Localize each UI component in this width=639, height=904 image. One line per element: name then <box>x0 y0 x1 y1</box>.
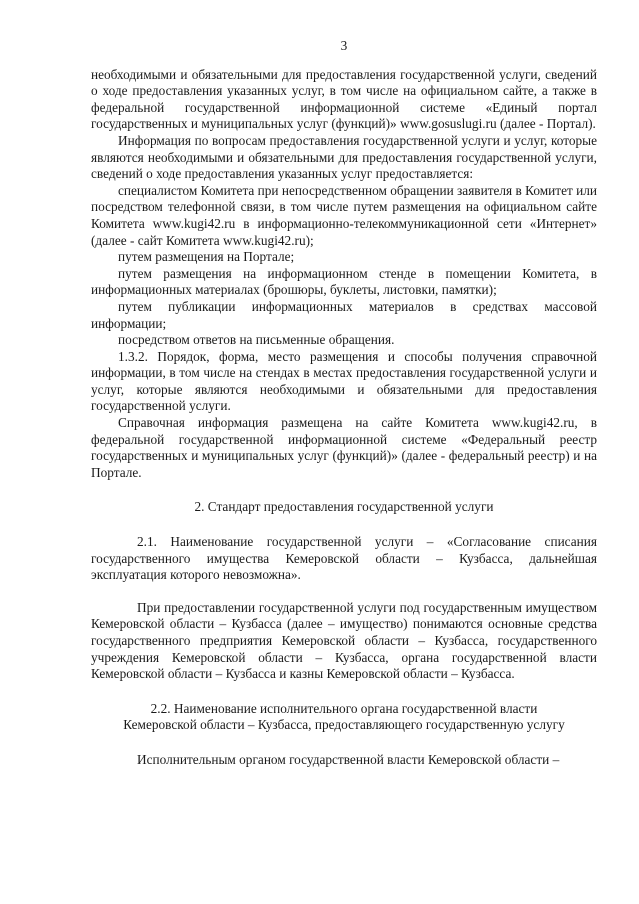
paragraph-property-definition: При предоставлении государственной услуги под государственным имуществом Кемеровской области – Кузбасса (далее – имущество) понимаются основные средства государственного предприятия Кемеровской области – Кузбасса, государственного учреждения Кемеровской области – Кузбасса, органа государственной власти Кемеровской области – Кузбасса и казны Кемеровской области – Кузбасса. <box>91 599 597 682</box>
paragraph-info-provision: Информация по вопросам предоставления государственной услуги и услуг, которые являются необходимыми и обязательными для предоставления государственной услуги, сведений о ходе предоставления указанных услуг предоставляется: <box>91 132 597 182</box>
paragraph-1-3-2: 1.3.2. Порядок, форма, место размещения и способы получения справочной информации, в том числе на стендах в местах предоставления государственной услуги и услуг, которые являются необходимыми и обязательными для предоставления государственной услуги. <box>91 348 597 414</box>
paragraph-portal-info: необходимыми и обязательными для предоставления государственной услуги, сведений о ходе предоставления указанных услуг, в том числе на официальном сайте, а также в федеральной государственной информационной системе «Единый портал государственных и муниципальных услуг (функций)» www.gosuslugi.ru (далее - Портал). <box>91 66 597 132</box>
subsection-heading-line-1: 2.2. Наименование исполнительного органа государственной власти <box>150 700 538 716</box>
paragraph-2-1: 2.1. Наименование государственной услуги – «Согласование списания государственного имущества Кемеровской области – Кузбасса, дальнейшая эксплуатация которого невозможна». <box>91 534 597 583</box>
paragraph-executive-body: Исполнительным органом государственной власти Кемеровской области – <box>137 751 560 767</box>
section-heading-2: 2. Стандарт предоставления государственной услуги <box>194 499 494 515</box>
subsection-heading-2-2 <box>91 701 597 734</box>
page-number: 3 <box>340 38 348 53</box>
paragraph-written-replies: посредством ответов на письменные обращения. <box>118 332 395 348</box>
paragraph-portal-posting: путем размещения на Портале; <box>118 249 295 265</box>
paragraph-specialist: специалистом Комитета при непосредственном обращении заявителя в Комитет или посредством телефонной связи, в том числе путем размещения на официальном сайте Комитета www.kugi42.ru в информационно-телекоммуникационной сети «Интернет» (далее - сайт Комитета www.kugi42.ru); <box>91 182 597 248</box>
paragraph-info-stand: путем размещения на информационном стенде в помещении Комитета, в информационных материалах (брошюры, буклеты, листовки, памятки); <box>91 265 597 298</box>
paragraph-mass-media: путем публикации информационных материалов в средствах массовой информации; <box>91 298 597 331</box>
subsection-heading-line-2: Кемеровской области – Кузбасса, предоставляющего государственную услугу <box>123 717 565 733</box>
paragraph-reference-info: Справочная информация размещена на сайте Комитета www.kugi42.ru, в федеральной государственной информационной системе «Федеральный реестр государственных и муниципальных услуг (функций)» (далее - федеральный реестр) и на Портале. <box>91 415 597 480</box>
